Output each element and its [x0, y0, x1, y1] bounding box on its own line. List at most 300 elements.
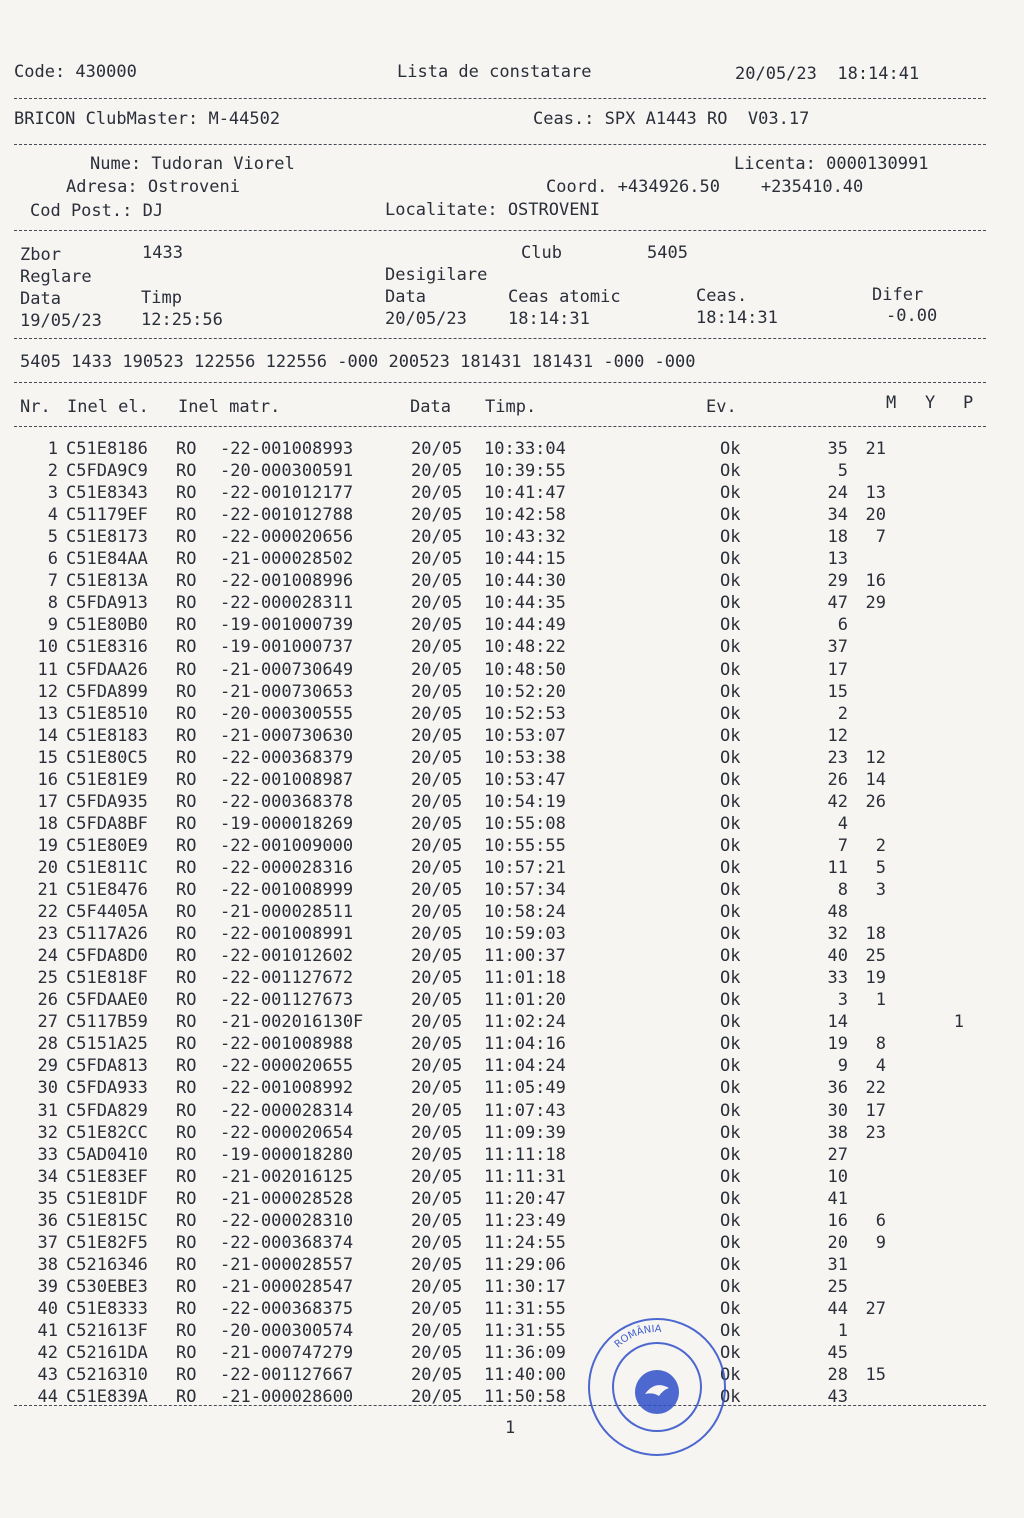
- arrival-date: 20/05: [411, 835, 463, 856]
- event-status: Ok: [720, 681, 741, 702]
- ring-country: RO: [176, 1078, 197, 1099]
- system-id: BRICON ClubMaster: M-44502: [14, 109, 281, 129]
- arrival-date: 20/05: [411, 1343, 463, 1364]
- row-number: 12: [37, 681, 58, 702]
- ring-country: RO: [176, 549, 197, 570]
- ring-series: -19-000018269: [220, 813, 354, 834]
- rank-m: 43: [827, 1387, 848, 1408]
- event-status: Ok: [720, 703, 741, 724]
- rank-m: 20: [827, 1232, 848, 1253]
- arrival-date: 20/05: [411, 1387, 463, 1408]
- event-status: Ok: [720, 769, 741, 790]
- ring-electronic: C5FDA829: [66, 1100, 148, 1121]
- ring-country: RO: [176, 1188, 197, 1209]
- row-number: 18: [37, 813, 58, 834]
- rank-y: 14: [865, 769, 886, 790]
- arrival-time: 10:44:30: [484, 571, 566, 592]
- page-title: Lista de constatare: [397, 62, 592, 82]
- col-y: Y: [925, 393, 936, 413]
- code-line: 5405 1433 190523 122556 122556 -000 200523 181431 181431 -000 -000: [20, 352, 696, 372]
- rank-m: 47: [827, 593, 848, 614]
- arrival-date: 20/05: [411, 1144, 463, 1165]
- ring-electronic: C5216310: [66, 1365, 148, 1386]
- arrival-date: 20/05: [411, 725, 463, 746]
- table-row: [0, 1342, 1024, 1364]
- event-status: Ok: [720, 1144, 741, 1165]
- arrival-date: 20/05: [411, 1056, 463, 1077]
- col-m: M: [886, 393, 897, 413]
- row-number: 1: [47, 439, 58, 459]
- divider: [14, 230, 986, 231]
- ring-electronic: C51E839A: [66, 1387, 148, 1408]
- ring-country: RO: [176, 924, 197, 945]
- ring-country: RO: [176, 769, 197, 790]
- owner-coordinates: Coord. +434926.50 +235410.40: [546, 177, 864, 197]
- arrival-date: 20/05: [411, 791, 463, 812]
- rank-m: 6: [837, 615, 848, 636]
- club-label: Club: [521, 243, 562, 263]
- ring-electronic: C5FDA899: [66, 681, 148, 702]
- ring-country: RO: [176, 946, 197, 967]
- rank-m: 48: [827, 902, 848, 923]
- arrival-time: 11:04:24: [484, 1056, 566, 1077]
- arrival-time: 10:52:53: [484, 703, 566, 724]
- arrival-date: 20/05: [411, 505, 463, 526]
- event-status: Ok: [720, 813, 741, 834]
- event-status: Ok: [720, 461, 741, 482]
- arrival-time: 11:01:20: [484, 990, 566, 1011]
- row-number: 21: [37, 880, 58, 900]
- divider: [14, 98, 986, 99]
- ring-electronic: C51E8183: [66, 725, 148, 746]
- arrival-time: 10:33:04: [484, 439, 566, 459]
- rank-m: 29: [827, 571, 848, 592]
- col-ring-el: Inel el.: [67, 397, 149, 417]
- ring-series: -22-000028310: [220, 1210, 354, 1231]
- clock-id: Ceas.: SPX A1443 RO V03.17: [533, 109, 810, 129]
- ring-series: -22-001008988: [220, 1034, 354, 1055]
- arrival-date: 20/05: [411, 968, 463, 989]
- event-status: Ok: [720, 549, 741, 570]
- row-number: 5: [47, 527, 58, 548]
- row-number: 43: [37, 1365, 58, 1386]
- owner-postcode: Cod Post.: DJ: [30, 201, 164, 221]
- rank-m: 38: [827, 1122, 848, 1143]
- ring-electronic: C5216346: [66, 1254, 148, 1275]
- ring-electronic: C5117A26: [66, 924, 148, 945]
- table-row: [0, 1144, 1024, 1166]
- event-status: Ok: [720, 835, 741, 856]
- rank-m: 36: [827, 1078, 848, 1099]
- row-number: 29: [37, 1056, 58, 1077]
- ring-series: -22-001012602: [220, 946, 354, 967]
- ring-series: -22-001127667: [220, 1365, 354, 1386]
- arrival-time: 10:44:35: [484, 593, 566, 614]
- row-number: 34: [37, 1166, 58, 1187]
- row-number: 44: [37, 1387, 58, 1408]
- table-row: [0, 460, 1024, 482]
- table-row: [0, 1254, 1024, 1276]
- table-header: [0, 393, 1024, 418]
- row-number: 31: [37, 1100, 58, 1121]
- table-row: [0, 636, 1024, 658]
- ring-electronic: C5117B59: [66, 1012, 148, 1033]
- arrival-time: 10:55:55: [484, 835, 566, 856]
- arrival-time: 11:20:47: [484, 1188, 566, 1209]
- row-number: 23: [37, 924, 58, 945]
- ring-country: RO: [176, 747, 197, 768]
- row-number: 13: [37, 703, 58, 724]
- row-number: 6: [47, 549, 58, 570]
- table-row: [0, 1276, 1024, 1298]
- ring-country: RO: [176, 1343, 197, 1364]
- rank-m: 14: [827, 1012, 848, 1033]
- ring-country: RO: [176, 1298, 197, 1319]
- col-nr: Nr.: [20, 397, 51, 417]
- ring-series: -22-000368375: [220, 1298, 354, 1319]
- ring-electronic: C51179EF: [66, 505, 148, 526]
- ring-series: -21-000028502: [220, 549, 354, 570]
- row-number: 7: [47, 571, 58, 592]
- ring-country: RO: [176, 527, 197, 548]
- ring-electronic: C51E80B0: [66, 615, 148, 636]
- ring-electronic: C51E81DF: [66, 1188, 148, 1209]
- rank-m: 16: [827, 1210, 848, 1231]
- event-status: Ok: [720, 527, 741, 548]
- rank-m: 3: [837, 990, 848, 1011]
- ring-series: -19-000018280: [220, 1144, 354, 1165]
- arrival-time: 11:23:49: [484, 1210, 566, 1231]
- rank-m: 25: [827, 1276, 848, 1297]
- ring-country: RO: [176, 1365, 197, 1386]
- arrival-time: 11:04:16: [484, 1034, 566, 1055]
- ring-electronic: C5F4405A: [66, 902, 148, 923]
- rank-y: 19: [865, 968, 886, 989]
- event-status: Ok: [720, 1321, 741, 1341]
- ring-series: -21-000028600: [220, 1387, 354, 1408]
- arrival-time: 11:11:18: [484, 1144, 566, 1165]
- arrival-date: 20/05: [411, 1298, 463, 1319]
- owner-address: Adresa: Ostroveni: [66, 177, 240, 197]
- arrival-time: 10:58:24: [484, 902, 566, 923]
- table-row: [0, 1077, 1024, 1099]
- rank-m: 41: [827, 1188, 848, 1209]
- ceas-atomic-label: Ceas atomic: [508, 287, 621, 307]
- row-number: 3: [47, 483, 58, 504]
- ring-country: RO: [176, 1387, 197, 1408]
- arrival-time: 10:57:34: [484, 880, 566, 900]
- ring-country: RO: [176, 593, 197, 614]
- row-number: 42: [37, 1343, 58, 1364]
- event-status: Ok: [720, 505, 741, 526]
- ring-electronic: C5FDA913: [66, 593, 148, 614]
- rank-m: 7: [837, 835, 848, 856]
- arrival-date: 20/05: [411, 1122, 463, 1143]
- arrival-date: 20/05: [411, 769, 463, 790]
- event-status: Ok: [720, 791, 741, 812]
- col-ev: Ev.: [706, 397, 737, 417]
- table-row: [0, 482, 1024, 504]
- ring-series: -21-000747279: [220, 1343, 354, 1364]
- arrival-time: 10:52:20: [484, 681, 566, 702]
- row-number: 19: [37, 835, 58, 856]
- owner-license: Licenta: 0000130991: [734, 154, 929, 174]
- event-status: Ok: [720, 1056, 741, 1077]
- event-status: Ok: [720, 1254, 741, 1275]
- event-status: Ok: [720, 1100, 741, 1121]
- event-status: Ok: [720, 1122, 741, 1143]
- rank-y: 13: [865, 483, 886, 504]
- arrival-time: 11:07:43: [484, 1100, 566, 1121]
- ring-country: RO: [176, 791, 197, 812]
- arrival-time: 11:11:31: [484, 1166, 566, 1187]
- ring-series: -22-001009000: [220, 835, 354, 856]
- table-row: [0, 725, 1024, 747]
- event-status: Ok: [720, 659, 741, 680]
- event-status: Ok: [720, 1343, 741, 1364]
- reglare-date: 19/05/23: [20, 311, 102, 331]
- divider: [14, 338, 986, 339]
- arrival-date: 20/05: [411, 1254, 463, 1275]
- event-status: Ok: [720, 902, 741, 923]
- ring-country: RO: [176, 1166, 197, 1187]
- rank-y: 4: [875, 1056, 886, 1077]
- event-status: Ok: [720, 1012, 741, 1033]
- ring-electronic: C51E818F: [66, 968, 148, 989]
- rank-y: 21: [865, 439, 886, 459]
- rank-m: 26: [827, 769, 848, 790]
- club-stamp: [582, 1312, 732, 1462]
- rank-y: 20: [865, 505, 886, 526]
- rank-y: 16: [865, 571, 886, 592]
- arrival-date: 20/05: [411, 615, 463, 636]
- event-status: Ok: [720, 1365, 741, 1386]
- ring-series: -22-001012177: [220, 483, 354, 504]
- arrival-time: 10:53:47: [484, 769, 566, 790]
- table-row: [0, 1100, 1024, 1122]
- rank-m: 44: [827, 1298, 848, 1319]
- table-row: [0, 747, 1024, 769]
- rank-m: 5: [837, 461, 848, 482]
- arrival-time: 10:44:49: [484, 615, 566, 636]
- ring-series: -21-000730649: [220, 659, 354, 680]
- rank-m: 11: [827, 857, 848, 878]
- table-row: [0, 438, 1024, 460]
- ring-country: RO: [176, 615, 197, 636]
- event-status: Ok: [720, 747, 741, 768]
- row-number: 35: [37, 1188, 58, 1209]
- arrival-date: 20/05: [411, 593, 463, 614]
- ring-country: RO: [176, 1276, 197, 1297]
- ring-series: -20-000300591: [220, 461, 354, 482]
- ring-series: -22-001127673: [220, 990, 354, 1011]
- rank-m: 15: [827, 681, 848, 702]
- arrival-date: 20/05: [411, 990, 463, 1011]
- rank-m: 30: [827, 1100, 848, 1121]
- ring-electronic: C5FDA8BF: [66, 813, 148, 834]
- svg-text:ROMÂNIA: [613, 1324, 662, 1351]
- arrival-date: 20/05: [411, 1321, 463, 1341]
- table-row: [0, 769, 1024, 791]
- arrival-date: 20/05: [411, 659, 463, 680]
- event-status: Ok: [720, 1387, 741, 1408]
- arrival-time: 10:48:50: [484, 659, 566, 680]
- ring-electronic: C51E80E9: [66, 835, 148, 856]
- rank-y: 2: [875, 835, 886, 856]
- table-row: [0, 614, 1024, 636]
- event-status: Ok: [720, 1276, 741, 1297]
- table-row: [0, 1232, 1024, 1254]
- arrival-date: 20/05: [411, 703, 463, 724]
- rank-m: 10: [827, 1166, 848, 1187]
- ring-series: -21-000028547: [220, 1276, 354, 1297]
- arrival-time: 11:30:17: [484, 1276, 566, 1297]
- arrival-time: 10:57:21: [484, 857, 566, 878]
- ring-series: -22-001008996: [220, 571, 354, 592]
- row-number: 26: [37, 990, 58, 1011]
- row-number: 14: [37, 725, 58, 746]
- timp-label: Timp: [141, 288, 182, 308]
- rank-m: 33: [827, 968, 848, 989]
- arrival-time: 11:50:58: [484, 1387, 566, 1408]
- ring-country: RO: [176, 1100, 197, 1121]
- ring-country: RO: [176, 1034, 197, 1055]
- rank-y: 5: [875, 857, 886, 878]
- event-status: Ok: [720, 725, 741, 746]
- ring-country: RO: [176, 505, 197, 526]
- rank-y: 23: [865, 1122, 886, 1143]
- ring-series: -19-001000737: [220, 637, 354, 658]
- arrival-date: 20/05: [411, 681, 463, 702]
- ring-country: RO: [176, 990, 197, 1011]
- arrival-date: 20/05: [411, 813, 463, 834]
- row-number: 38: [37, 1254, 58, 1275]
- row-number: 39: [37, 1276, 58, 1297]
- ring-electronic: C5AD0410: [66, 1144, 148, 1165]
- row-number: 4: [47, 505, 58, 526]
- rank-y: 15: [865, 1365, 886, 1386]
- arrival-date: 20/05: [411, 1100, 463, 1121]
- ring-series: -22-001008999: [220, 880, 354, 900]
- arrival-date: 20/05: [411, 483, 463, 504]
- arrival-date: 20/05: [411, 747, 463, 768]
- ring-electronic: C51E8173: [66, 527, 148, 548]
- ring-country: RO: [176, 637, 197, 658]
- ring-electronic: C5FDA9C9: [66, 461, 148, 482]
- event-status: Ok: [720, 1078, 741, 1099]
- arrival-date: 20/05: [411, 902, 463, 923]
- rank-m: 18: [827, 527, 848, 548]
- arrival-date: 20/05: [411, 1232, 463, 1253]
- ring-series: -22-000368378: [220, 791, 354, 812]
- rank-y: 17: [865, 1100, 886, 1121]
- ring-electronic: C51E8186: [66, 439, 148, 459]
- ring-country: RO: [176, 968, 197, 989]
- arrival-time: 10:44:15: [484, 549, 566, 570]
- ring-country: RO: [176, 835, 197, 856]
- ring-electronic: C5FDA813: [66, 1056, 148, 1077]
- ring-series: -22-001008991: [220, 924, 354, 945]
- arrival-date: 20/05: [411, 1210, 463, 1231]
- rank-m: 8: [837, 880, 848, 900]
- row-number: 10: [37, 637, 58, 658]
- arrival-time: 10:59:03: [484, 924, 566, 945]
- ring-series: -22-000028316: [220, 857, 354, 878]
- event-status: Ok: [720, 1298, 741, 1319]
- ring-country: RO: [176, 725, 197, 746]
- ring-country: RO: [176, 880, 197, 900]
- ring-series: -21-002016130F: [220, 1012, 364, 1033]
- event-status: Ok: [720, 1034, 741, 1055]
- table-row: [0, 548, 1024, 570]
- header-datetime: 20/05/23 18:14:41: [735, 64, 920, 84]
- rank-m: 27: [827, 1144, 848, 1165]
- rank-m: 12: [827, 725, 848, 746]
- arrival-time: 11:01:18: [484, 968, 566, 989]
- rank-y: 6: [875, 1210, 886, 1231]
- rank-y: 12: [865, 747, 886, 768]
- event-status: Ok: [720, 483, 741, 504]
- ring-series: -22-001012788: [220, 505, 354, 526]
- ring-electronic: C5FDA935: [66, 791, 148, 812]
- ring-country: RO: [176, 1210, 197, 1231]
- desig-date: 20/05/23: [385, 309, 467, 329]
- rank-y: 18: [865, 924, 886, 945]
- row-number: 22: [37, 902, 58, 923]
- table-row: [0, 901, 1024, 923]
- event-status: Ok: [720, 615, 741, 636]
- table-row: [0, 1011, 1024, 1033]
- row-number: 36: [37, 1210, 58, 1231]
- desigilare-label: Desigilare: [385, 265, 488, 285]
- arrival-time: 11:29:06: [484, 1254, 566, 1275]
- ring-series: -22-001008992: [220, 1078, 354, 1099]
- ring-electronic: C51E82CC: [66, 1122, 148, 1143]
- row-number: 24: [37, 946, 58, 967]
- arrival-date: 20/05: [411, 857, 463, 878]
- ring-series: -19-001000739: [220, 615, 354, 636]
- table-row: [0, 1122, 1024, 1144]
- rank-m: 4: [837, 813, 848, 834]
- arrival-date: 20/05: [411, 1365, 463, 1386]
- difer-label: Difer: [872, 285, 924, 305]
- rank-m: 32: [827, 924, 848, 945]
- table-row: [0, 1298, 1024, 1320]
- arrival-date: 20/05: [411, 1078, 463, 1099]
- rank-y: 8: [875, 1034, 886, 1055]
- table-row: [0, 659, 1024, 681]
- arrival-time: 11:02:24: [484, 1012, 566, 1033]
- event-status: Ok: [720, 968, 741, 989]
- ring-series: -21-000028557: [220, 1254, 354, 1275]
- rank-y: 22: [865, 1078, 886, 1099]
- desig-atomic-time: 18:14:31: [508, 309, 590, 329]
- reglare-time: 12:25:56: [141, 310, 223, 330]
- ring-electronic: C530EBE3: [66, 1276, 148, 1297]
- row-number: 17: [37, 791, 58, 812]
- desig-clock-time: 18:14:31: [696, 308, 778, 328]
- table-row: [0, 1033, 1024, 1055]
- ring-country: RO: [176, 461, 197, 482]
- arrival-time: 10:53:38: [484, 747, 566, 768]
- col-p: P: [963, 393, 974, 413]
- arrival-time: 10:43:32: [484, 527, 566, 548]
- ring-electronic: C521613F: [66, 1321, 148, 1341]
- ring-series: -22-001127672: [220, 968, 354, 989]
- table-row: [0, 681, 1024, 703]
- ring-electronic: C51E8510: [66, 703, 148, 724]
- table-row: [0, 1055, 1024, 1077]
